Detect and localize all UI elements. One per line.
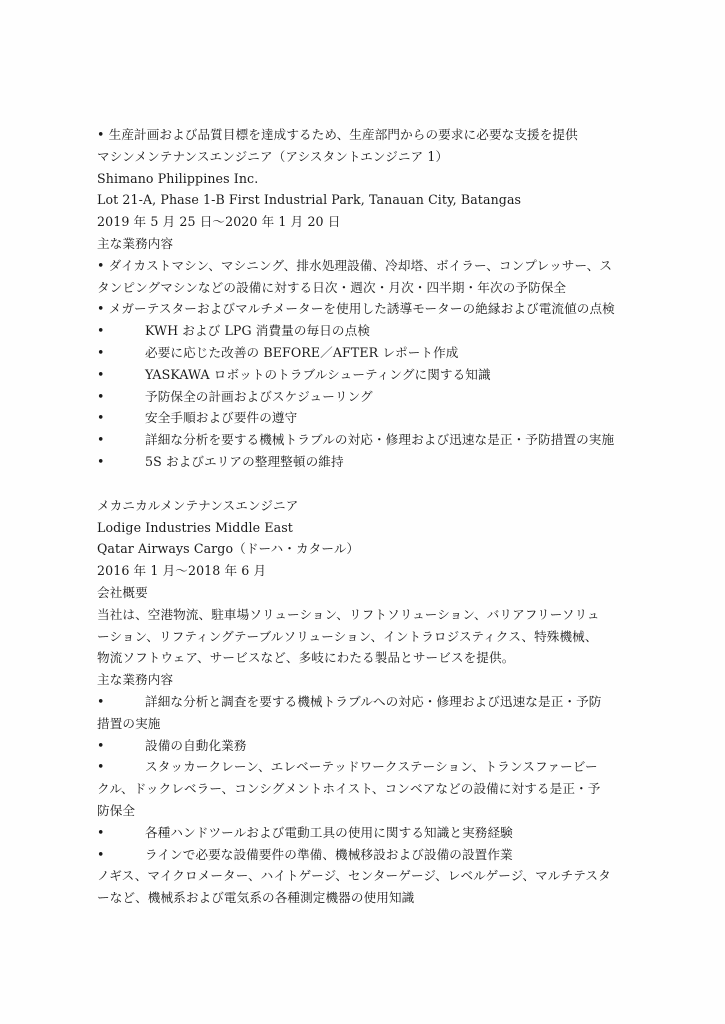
overview-line-2: ーション、リフティングテーブルソリューション、イントラロジスティクス、特殊機械、 [97,628,598,644]
bullet-mark: • [97,846,105,862]
resume-body [97,124,637,909]
list-item-continuation: 防保全 [97,802,136,818]
list-item-continuation: クル、ドックレベラー、コンシグメントホイスト、コンベアなどの設備に対する是正・予 [97,781,601,797]
intro-bullet: • 生産計画および品質目標を達成するため、生産部門からの要求に必要な支援を提供 [97,127,578,142]
list-item [97,407,637,429]
list-item-text: 設備の自動化業務 [145,737,247,753]
bullet-mark: • [97,453,105,469]
list-item-text: YASKAWA ロボットのトラブルシューティングに関する知識 [145,366,491,382]
duty-main-2: • メガーテスターおよびマルチメーターを使用した誘導モーターの絶縁および電流値の点検 [97,301,615,317]
list-item [97,320,637,342]
bullet-mark: • [97,344,105,360]
list-item-continuation: 措置の実施 [97,715,161,731]
list-item-text: 詳細な分析を要する機械トラブルの対応・修理および迅速な是正・予防措置の実施 [145,432,615,448]
company-name-2: Lodige Industries Middle East [97,519,293,535]
list-item-text: 必要に応じた改善の BEFORE／AFTER レポート作成 [145,344,459,360]
job-title-1: マシンメンテナンスエンジニア（アシスタントエンジニア 1） [97,148,449,164]
list-item [97,822,637,844]
bullet-mark: • [97,432,105,448]
duty-main-1-line-2: タンピングマシンなどの設備に対する日次・週次・月次・四半期・年次の予防保全 [97,279,567,295]
overview-heading: 会社概要 [97,584,148,600]
duty-main-1-line-1: • ダイカストマシン、マシニング、排水処理設備、冷却塔、ボイラー、コンプレッサー、ス [97,257,613,273]
bullet-mark: • [97,759,105,775]
duty-6-line-2: ーなど、機械系および電気系の各種測定機器の使用知識 [97,890,415,906]
overview-line-1: 当社は、空港物流、駐車場ソリューション、リフトソリューション、バリアフリーソリュ [97,606,600,622]
section-gap [97,473,637,495]
list-item-text: 5S およびエリアの整理整頓の維持 [145,453,344,469]
duty-6-line-1: ノギス、マイクロメーター、ハイトゲージ、センターゲージ、レベルゲージ、マルチテスタ [97,868,611,884]
list-item-text: 詳細な分析と調査を要する機械トラブルへの対応・修理および迅速な是正・予防 [145,693,602,709]
list-item [97,364,637,386]
overview-line-3: 物流ソフトウェア、サービスなど、多岐にわたる製品とサービスを提供。 [97,650,515,666]
list-item [97,756,637,778]
bullet-mark: • [97,366,105,382]
bullet-mark: • [97,410,105,426]
list-item [97,429,637,451]
list-item-text: 安全手順および要件の遵守 [145,410,298,426]
company-name-1: Shimano Philippines Inc. [97,170,259,186]
employment-period-1: 2019 年 5 月 25 日〜2020 年 1 月 20 日 [97,214,341,230]
list-item [97,342,637,364]
list-item-text: 各種ハンドツールおよび電動工具の使用に関する知識と実務経験 [145,824,513,840]
duties-heading-1: 主な業務内容 [97,235,174,251]
employment-period-2: 2016 年 1 月〜2018 年 6 月 [97,563,267,579]
bullet-mark: • [97,323,105,339]
duties-heading-2: 主な業務内容 [97,672,174,688]
list-item-text: 予防保全の計画およびスケジューリング [145,388,373,404]
bullet-mark: • [97,737,105,753]
bullet-mark: • [97,388,105,404]
client-name-2: Qatar Airways Cargo（ドーハ・カタール） [97,541,360,557]
list-item [97,844,637,866]
list-item [97,386,637,408]
list-item [97,735,637,757]
list-item-text: ラインで必要な設備要件の準備、機械移設および設備の設置作業 [145,846,513,862]
list-item-text: スタッカークレーン、エレベーテッドワークステーション、トランスファービー [145,759,598,775]
job-title-2: メカニカルメンテナンスエンジニア [97,497,299,513]
list-item [97,691,637,713]
bullet-mark: • [97,693,105,709]
list-item-text: KWH および LPG 消費量の毎日の点検 [145,323,371,339]
company-address-1: Lot 21-A, Phase 1-B First Industrial Park, Tanauan City, Batangas [97,192,522,208]
bullet-mark: • [97,824,105,840]
list-item [97,451,637,473]
